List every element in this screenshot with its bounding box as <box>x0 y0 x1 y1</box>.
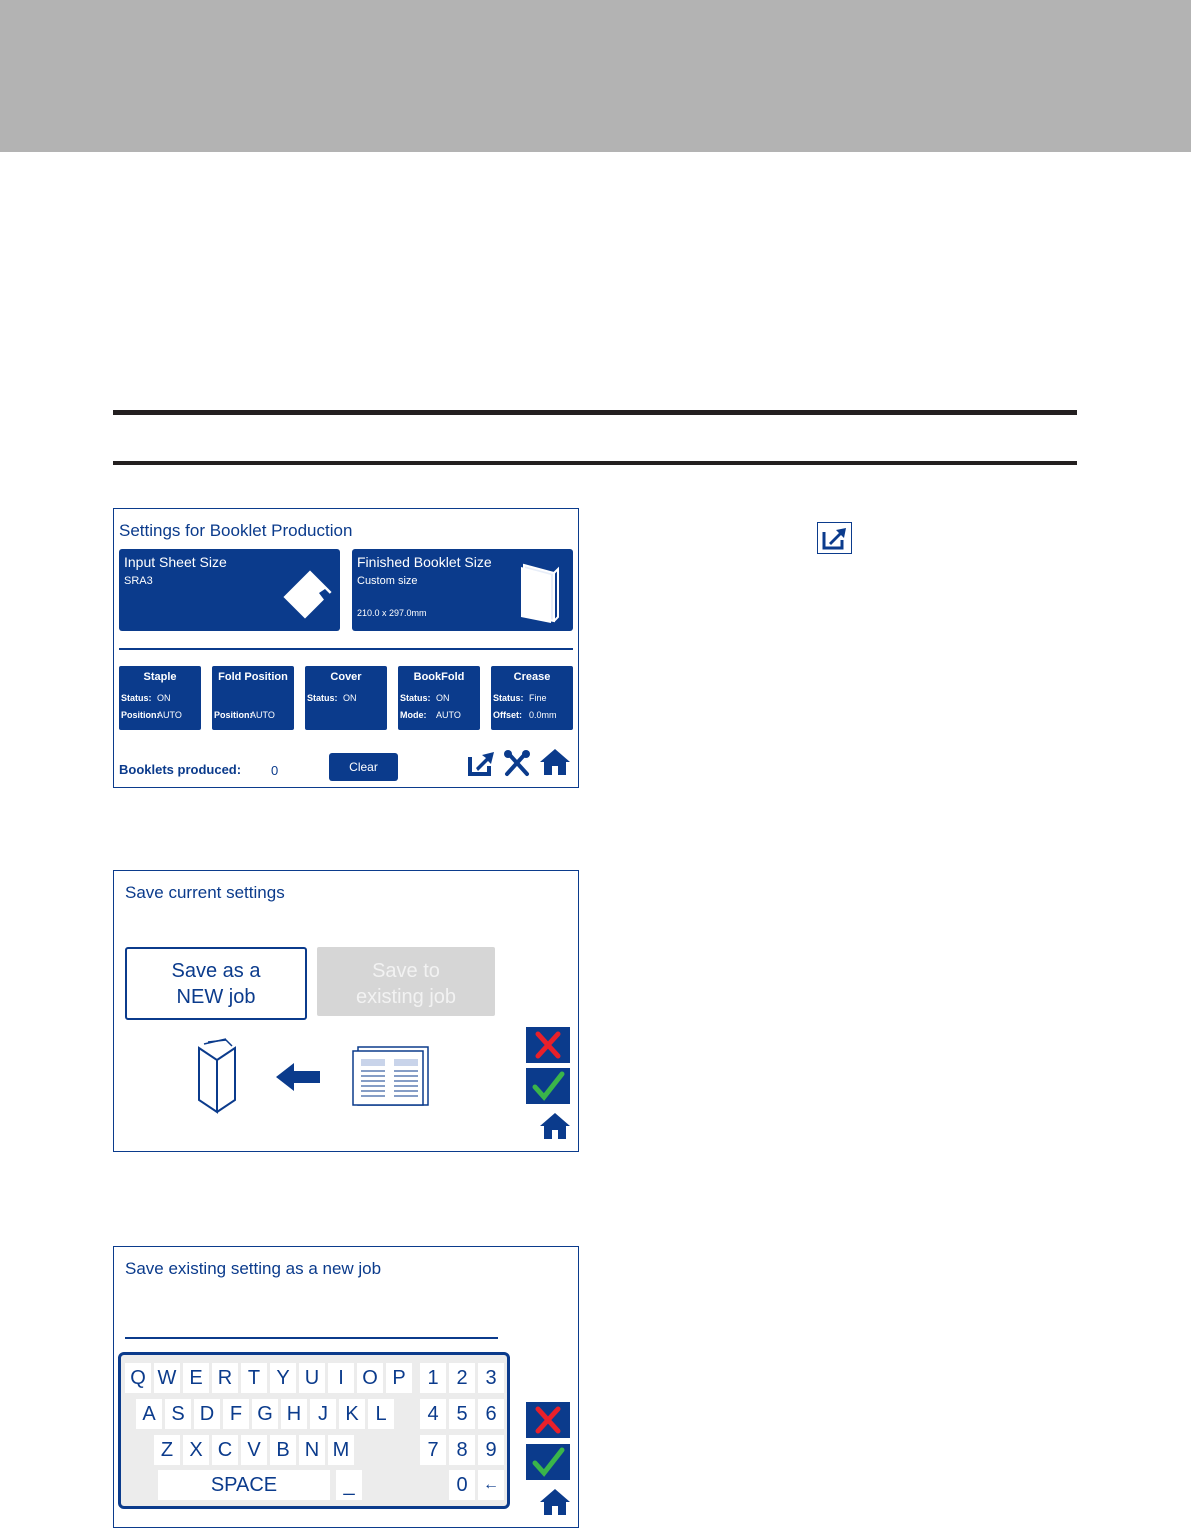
fold-position-tile[interactable] <box>212 666 294 730</box>
key[interactable]: U <box>299 1363 325 1393</box>
tile-row: Status: Fine <box>493 693 547 703</box>
tile-label: BookFold <box>413 671 465 683</box>
key[interactable]: 0 <box>449 1470 475 1500</box>
key[interactable]: 6 <box>478 1399 504 1429</box>
backspace-key[interactable]: ← <box>478 1470 504 1500</box>
input-sheet-size-tile[interactable] <box>119 549 340 631</box>
home-icon[interactable] <box>538 747 572 777</box>
finished-booklet-size-tile[interactable] <box>352 549 573 631</box>
booklets-produced-label: Booklets produced: <box>119 762 242 777</box>
cancel-x-icon <box>526 1027 570 1063</box>
tile-label: Finished Booklet Size <box>357 554 492 570</box>
key[interactable]: C <box>212 1435 238 1465</box>
key[interactable]: 1 <box>420 1363 446 1393</box>
confirm-check-icon <box>526 1068 570 1104</box>
key[interactable]: T <box>241 1363 267 1393</box>
cover-tile[interactable] <box>305 666 387 730</box>
screen-title: Save current settings <box>125 883 285 902</box>
arrow-left-icon <box>274 1061 322 1093</box>
tile-label: Fold Position <box>218 671 288 683</box>
key[interactable]: 3 <box>478 1363 504 1393</box>
key[interactable]: K <box>339 1399 365 1429</box>
cancel-button[interactable] <box>526 1027 570 1063</box>
staple-tile[interactable] <box>119 666 201 730</box>
job-name-input[interactable] <box>125 1337 498 1339</box>
tile-row: Status: ON <box>121 693 171 703</box>
key[interactable]: 4 <box>420 1399 446 1429</box>
tile-value: SRA3 <box>124 575 153 587</box>
tools-icon[interactable] <box>502 749 532 777</box>
button-line: NEW job <box>176 986 256 1008</box>
key[interactable]: B <box>270 1435 296 1465</box>
key[interactable]: O <box>357 1363 383 1393</box>
confirm-button[interactable] <box>526 1444 570 1480</box>
key[interactable]: L <box>368 1399 394 1429</box>
booklet-icon <box>518 559 562 625</box>
cancel-button[interactable] <box>526 1402 570 1438</box>
key[interactable]: R <box>212 1363 238 1393</box>
save-edit-icon[interactable] <box>467 749 497 777</box>
key[interactable]: I <box>328 1363 354 1393</box>
on-screen-keyboard <box>118 1352 510 1509</box>
save-settings-icon <box>817 522 852 554</box>
save-to-existing-job-button[interactable] <box>317 947 495 1016</box>
tile-label: Staple <box>143 671 177 683</box>
screen-title: Save existing setting as a new job <box>125 1259 382 1278</box>
key[interactable]: F <box>223 1399 249 1429</box>
key[interactable]: P <box>386 1363 412 1393</box>
section-rule-bottom <box>113 461 1077 465</box>
separator <box>119 648 573 650</box>
tile-value: Custom size <box>357 575 418 587</box>
booklets-produced-count: 0 <box>271 763 279 778</box>
booklet-outline-icon <box>196 1036 240 1114</box>
document-pages-icon <box>352 1045 430 1107</box>
save-settings-screen <box>113 870 579 1152</box>
key[interactable]: Y <box>270 1363 296 1393</box>
tile-row: Status: ON <box>307 693 357 703</box>
key[interactable]: X <box>183 1435 209 1465</box>
save-as-new-job-button[interactable] <box>125 947 307 1020</box>
key[interactable]: 7 <box>420 1435 446 1465</box>
key[interactable]: 5 <box>449 1399 475 1429</box>
key[interactable]: J <box>310 1399 336 1429</box>
confirm-button[interactable] <box>526 1068 570 1104</box>
section-rule-top <box>113 410 1077 415</box>
clear-button[interactable]: Clear <box>329 753 398 781</box>
underscore-key[interactable]: _ <box>336 1470 362 1500</box>
key[interactable]: D <box>194 1399 220 1429</box>
confirm-check-icon <box>526 1444 570 1480</box>
tile-row: Position:AUTO <box>121 710 182 720</box>
cancel-x-icon <box>526 1402 570 1438</box>
home-icon[interactable] <box>538 1487 572 1517</box>
tile-row: Status: ON <box>400 693 450 703</box>
key[interactable]: M <box>328 1435 354 1465</box>
home-icon[interactable] <box>538 1111 572 1141</box>
tile-row: Offset: 0.0mm <box>493 710 557 720</box>
key[interactable]: N <box>299 1435 325 1465</box>
tile-row: Position:AUTO <box>214 710 275 720</box>
key[interactable]: S <box>165 1399 191 1429</box>
key[interactable]: A <box>136 1399 162 1429</box>
header-band <box>0 0 1191 152</box>
key[interactable]: Z <box>154 1435 180 1465</box>
screen-title: Settings for Booklet Production <box>119 521 353 540</box>
key[interactable]: H <box>281 1399 307 1429</box>
tile-row: Mode: AUTO <box>400 710 461 720</box>
space-key[interactable]: SPACE <box>158 1470 330 1500</box>
key[interactable]: W <box>154 1363 180 1393</box>
tile-label: Crease <box>513 671 551 683</box>
key[interactable]: 8 <box>449 1435 475 1465</box>
button-line: existing job <box>355 986 457 1008</box>
tile-dimensions: 210.0 x 297.0mm <box>357 608 427 618</box>
button-line: Save to <box>372 960 440 982</box>
tile-label: Cover <box>330 671 362 683</box>
save-new-job-screen <box>113 1246 579 1528</box>
sheet-icon <box>279 565 337 627</box>
key[interactable]: 9 <box>478 1435 504 1465</box>
booklet-settings-screen <box>113 508 579 788</box>
tile-label: Input Sheet Size <box>124 554 227 570</box>
key[interactable]: G <box>252 1399 278 1429</box>
key[interactable]: Q <box>125 1363 151 1393</box>
button-line: Save as a <box>171 960 261 982</box>
key[interactable]: V <box>241 1435 267 1465</box>
key[interactable]: 2 <box>449 1363 475 1393</box>
key[interactable]: E <box>183 1363 209 1393</box>
bookfold-tile[interactable] <box>398 666 480 730</box>
crease-tile[interactable] <box>491 666 573 730</box>
